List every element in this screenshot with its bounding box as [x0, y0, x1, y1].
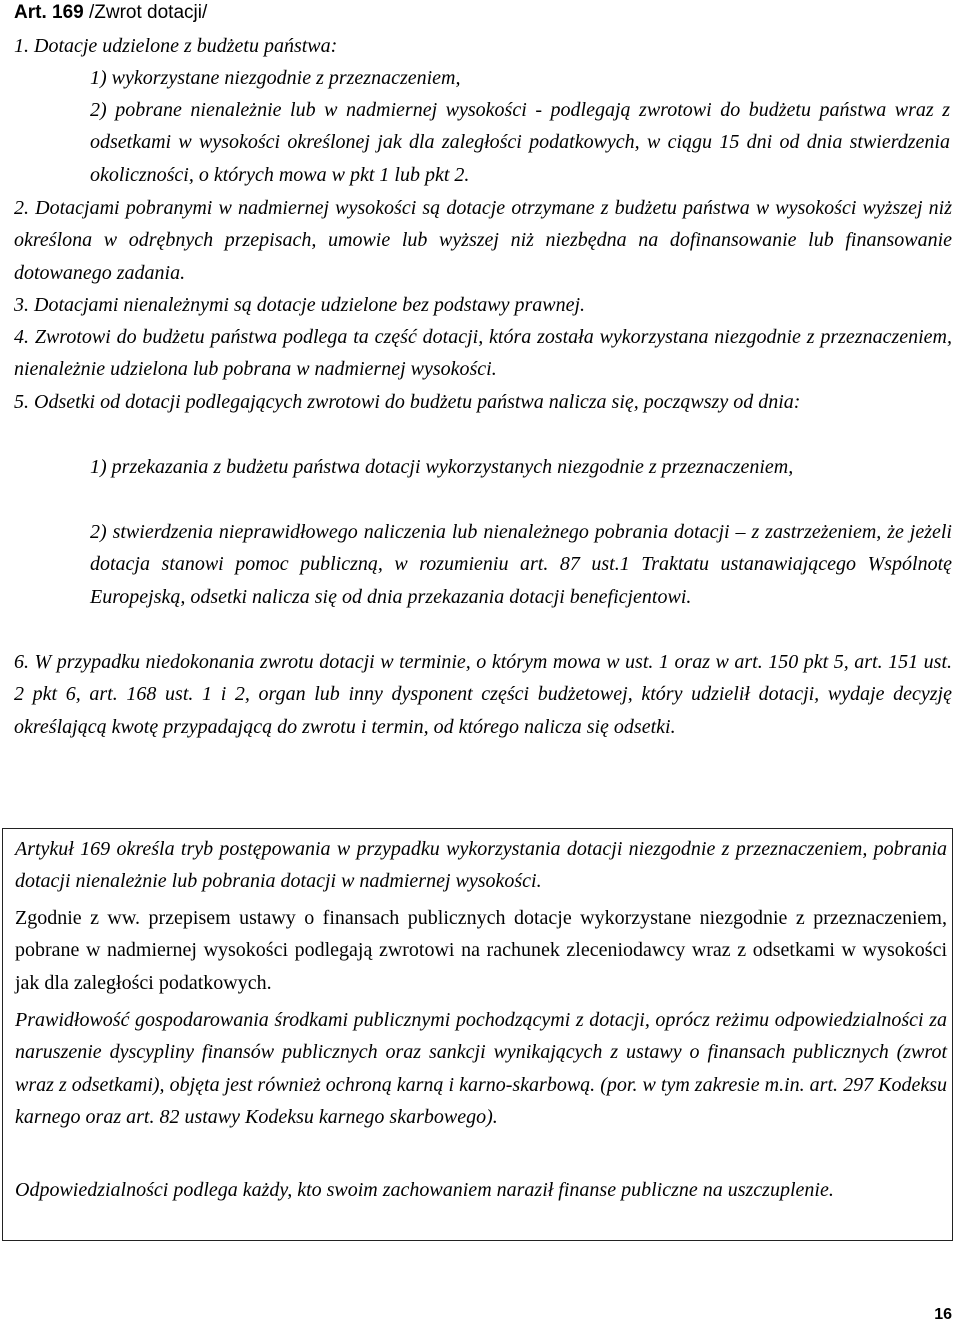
article-number: Art. 169 — [14, 2, 84, 23]
commentary-paragraph-1: Artykuł 169 określa tryb postępowania w przypadku wykorzystania dotacji niezgodnie z przeznaczeniem, pobrania dotacji nienależnie lub pobrania dotacji w nadmiernej wysokości. — [15, 838, 947, 893]
article-heading — [14, 2, 207, 24]
paragraph-4: 4. Zwrotowi do budżetu państwa podlega ta część dotacji, która została wykorzystana niezgodnie z przeznaczeniem, nienależnie udzielona lub pobrana w nadmiernej wysokości. — [14, 326, 952, 381]
commentary-paragraph-3: Prawidłowość gospodarowania środkami publicznymi pochodzącymi z dotacji, oprócz reżimu odpowiedzialności za naruszenie dyscypliny finansów publicznych oraz sankcji wynikających z ustawy o finansach publicznych (zwrot wraz z odsetkami), objęta jest również ochroną karną i karno-skarbową. (por. w tym zakresie m.in. art. 297 Kodeksu karnego oraz art. 82 ustawy Kodeksu karnego skarbowego). — [15, 1009, 947, 1129]
paragraph-2: 2. Dotacjami pobranymi w nadmiernej wysokości są dotacje otrzymane z budżetu państwa w wysokości wyższej niż określona w odrębnych przepisach, umowie lub wyższej niż niezbędna na dofinansowanie lub finansowanie dotowanego zadania. — [14, 197, 952, 284]
commentary-paragraph-2: Zgodnie z ww. przepisem ustawy o finansach publicznych dotacje wykorzystane niezgodnie z przeznaczeniem, pobrane w nadmiernej wysokości podlegają zwrotowi na rachunek zleceniodawcy wraz z odsetkami w wysokości jak dla zaległości podatkowych. — [15, 907, 947, 994]
article-title: /Zwrot dotacji/ — [83, 2, 208, 23]
commentary-paragraph-4: Odpowiedzialności podlega każdy, kto swoim zachowaniem naraził finanse publiczne na uszczuplenie. — [15, 1179, 834, 1201]
paragraph-6: 6. W przypadku niedokonania zwrotu dotacji w terminie, o którym mowa w ust. 1 oraz w art. 150 pkt 5, art. 151 ust. 2 pkt 6, art. 168 ust. 1 i 2, organ lub inny dysponent części budżetowej, który udzielił dotacji, wydaje decyzję określającą kwotę przypadającą do zwrotu i termin, od którego nalicza się odsetki. — [14, 651, 952, 738]
paragraph-1-item-2: 2) pobrane nienależnie lub w nadmiernej wysokości - podlegają zwrotowi do budżetu państwa wraz z odsetkami w wysokości określonej jak dla zaległości podatkowych, w ciągu 15 dni od dnia stwierdzenia okoliczności, o których mowa w pkt 1 lub pkt 2. — [90, 99, 950, 186]
paragraph-1-intro: 1. Dotacje udzielone z budżetu państwa: — [14, 35, 338, 57]
page-number: 16 — [934, 1306, 952, 1323]
paragraph-3: 3. Dotacjami nienależnymi są dotacje udzielone bez podstawy prawnej. — [14, 294, 586, 316]
paragraph-5-intro: 5. Odsetki od dotacji podlegających zwrotowi do budżetu państwa nalicza się, począwszy od dnia: — [14, 391, 801, 413]
paragraph-5-item-1: 1) przekazania z budżetu państwa dotacji wykorzystanych niezgodnie z przeznaczeniem, — [90, 456, 794, 478]
paragraph-5-item-2: 2) stwierdzenia nieprawidłowego naliczenia lub nienależnego pobrania dotacji – z zastrzeżeniem, że jeżeli dotacja stanowi pomoc publiczną, w rozumieniu art. 87 ust.1 Traktatu ustanawiającego Wspólnotę Europejską, odsetki nalicza się od dnia przekazania dotacji beneficjentowi. — [90, 521, 952, 608]
paragraph-1-item-1: 1) wykorzystane niezgodnie z przeznaczeniem, — [90, 67, 461, 89]
commentary-box — [2, 828, 953, 1241]
